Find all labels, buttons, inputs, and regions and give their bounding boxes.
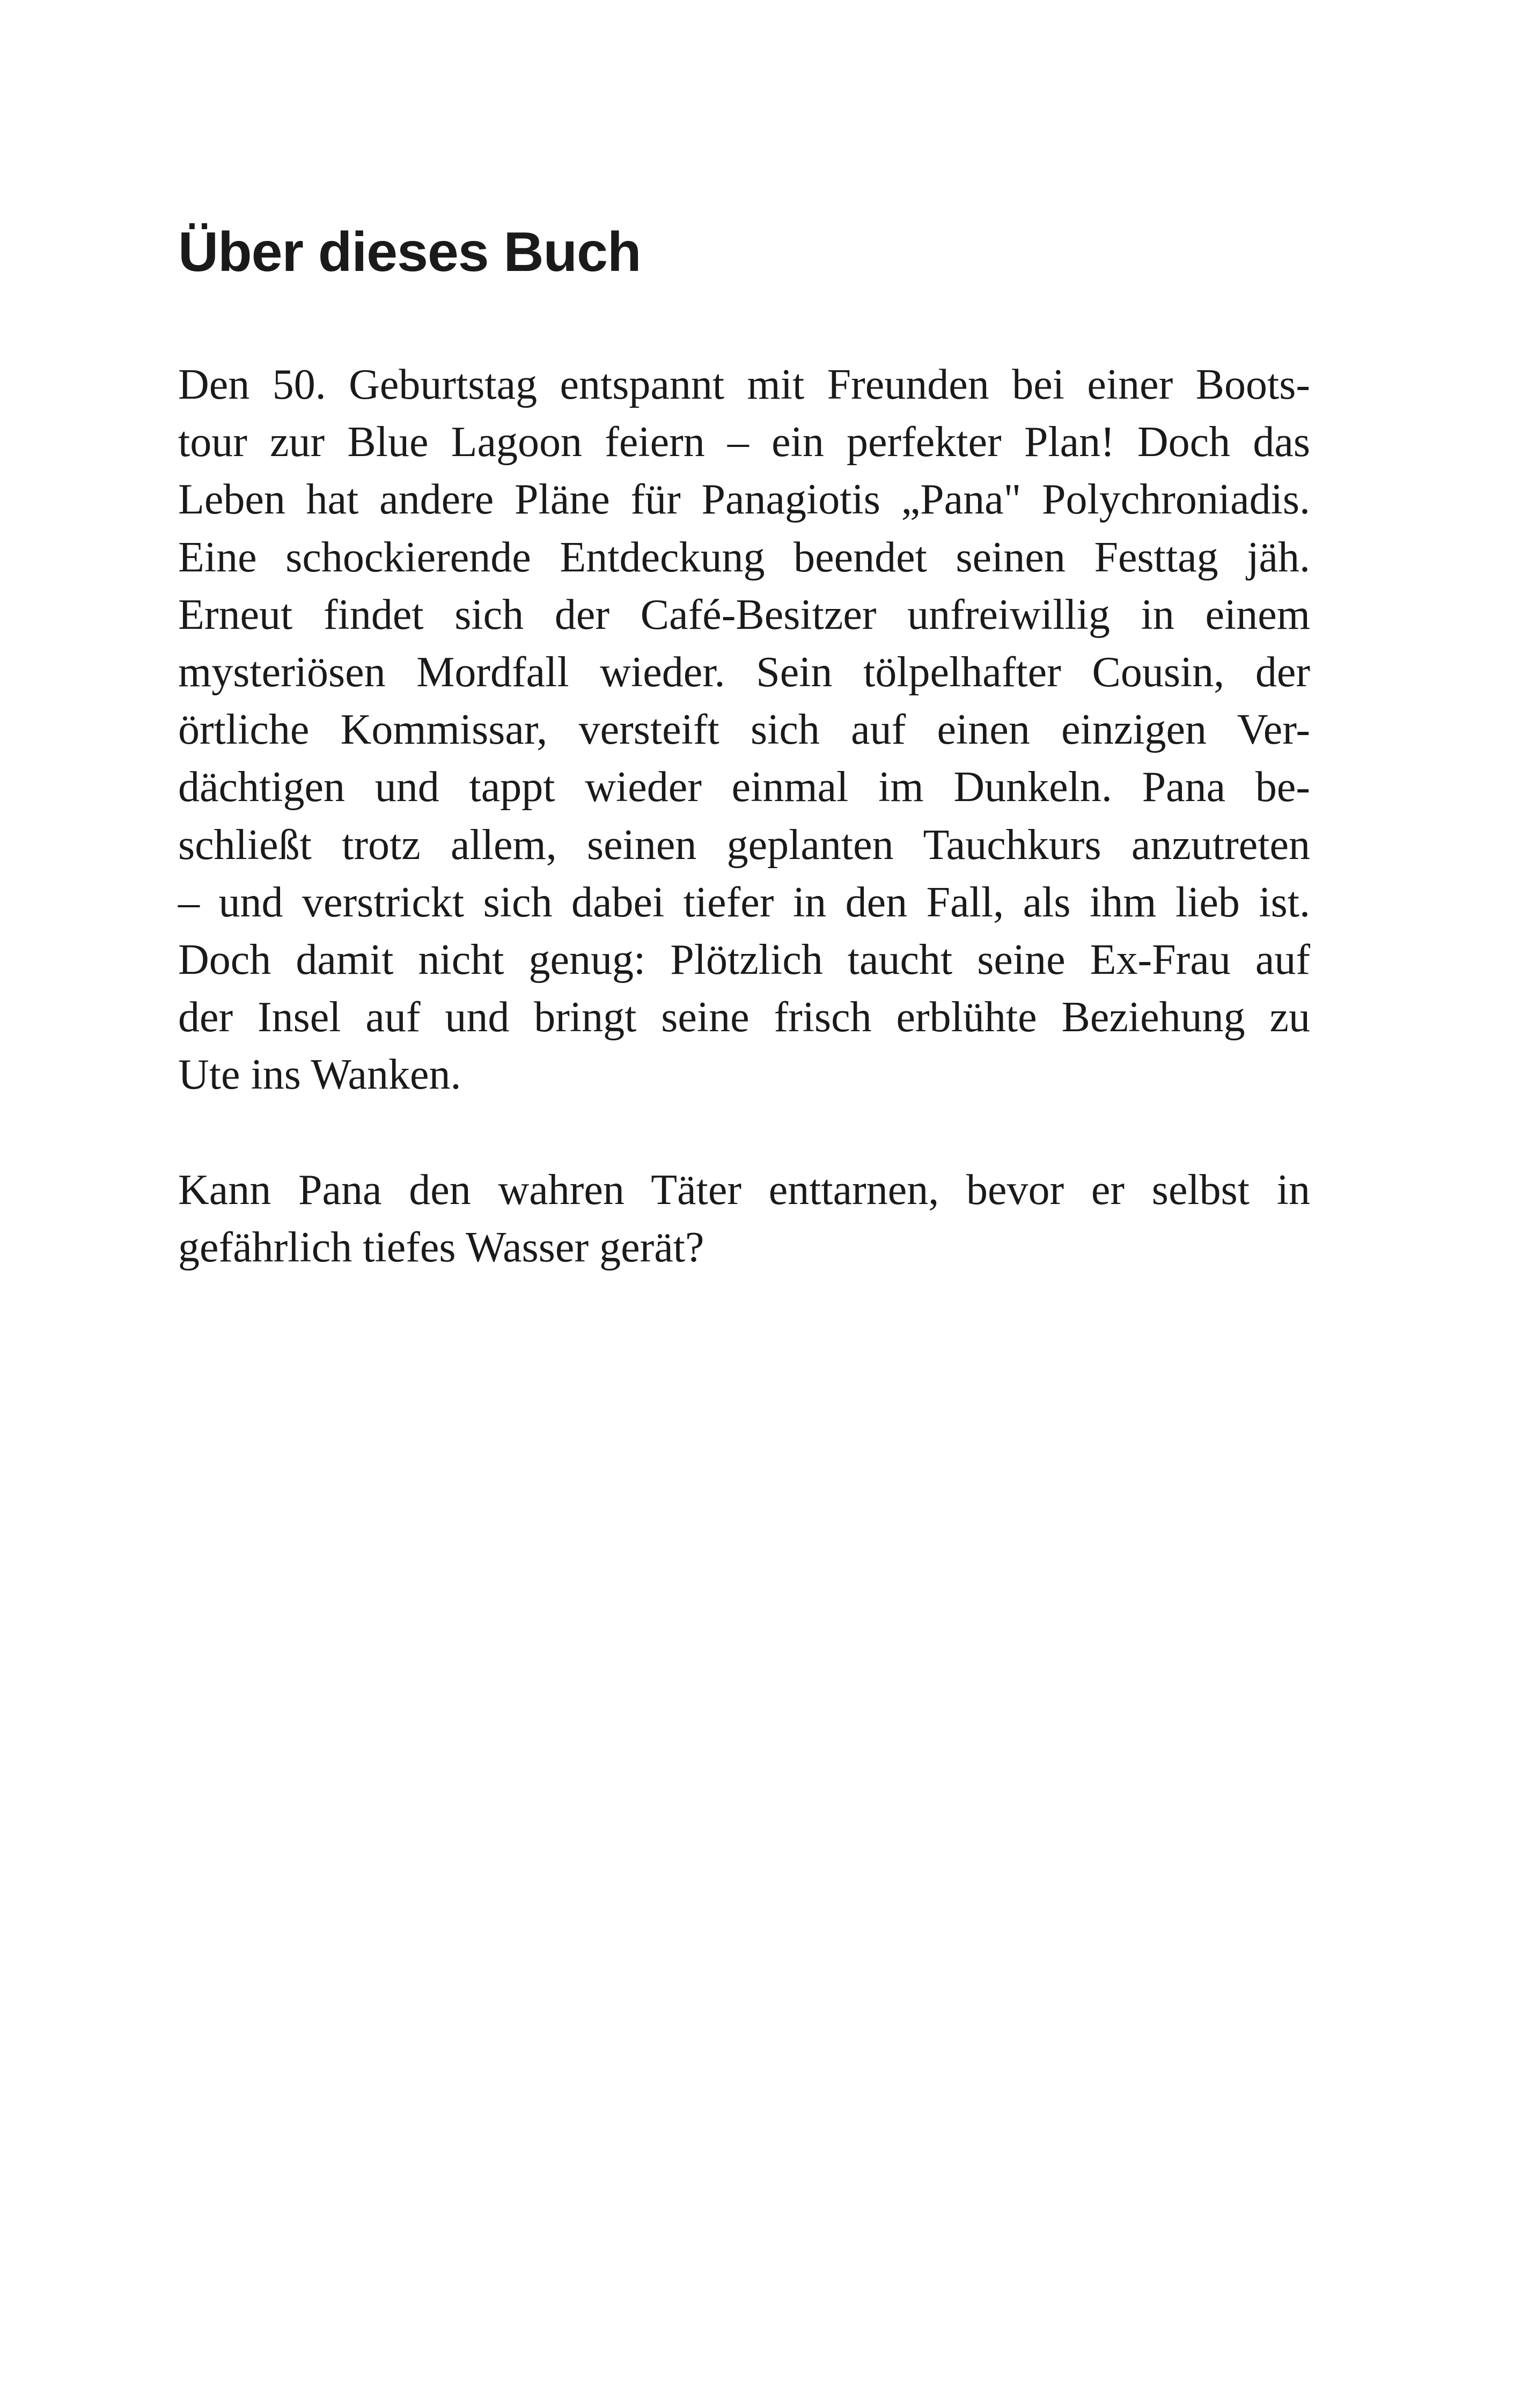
text-line: – und verstrickt sich dabei tiefer in den Fall, als ihm lieb ist. [178,878,1310,926]
text-line: mysteriösen Mordfall wieder. Sein tölpelhafter Cousin, der [178,649,1310,696]
text-line: gefährlich tiefes Wasser gerät? [178,1224,704,1272]
paragraph-2 [178,1162,1310,1276]
paragraph-spacer [178,1104,1310,1162]
page-heading: Über dieses Buch [178,221,641,283]
text-line: Kann Pana den wahren Täter enttarnen, bevor er selbst in [178,1166,1310,1214]
paragraph-1 [178,356,1310,1104]
text-line: schließt trotz allem, seinen geplanten Tauchkurs anzutreten [178,821,1310,869]
text-line: tour zur Blue Lagoon feiern – ein perfekter Plan! Doch das [178,419,1310,466]
text-line: der Insel auf und bringt seine frisch erblühte Beziehung zu [178,994,1310,1041]
text-line: Ute ins Wanken. [178,1051,461,1099]
text-line: Eine schockierende Entdeckung beendet seinen Festtag jäh. [178,533,1310,581]
text-line: Erneut findet sich der Café-Besitzer unfreiwillig in einem [178,591,1310,638]
book-description [178,356,1310,1276]
text-line: örtliche Kommissar, versteift sich auf einen einzigen Ver- [178,706,1310,754]
text-line: Den 50. Geburtstag entspannt mit Freunden bei einer Boots- [178,361,1310,408]
text-line: Doch damit nicht genug: Plötzlich taucht seine Ex-Frau auf [178,936,1310,984]
text-line: Leben hat andere Pläne für Panagiotis „Pana" Polychroniadis. [178,476,1310,524]
text-line: dächtigen und tappt wieder einmal im Dunkeln. Pana be- [178,763,1310,811]
